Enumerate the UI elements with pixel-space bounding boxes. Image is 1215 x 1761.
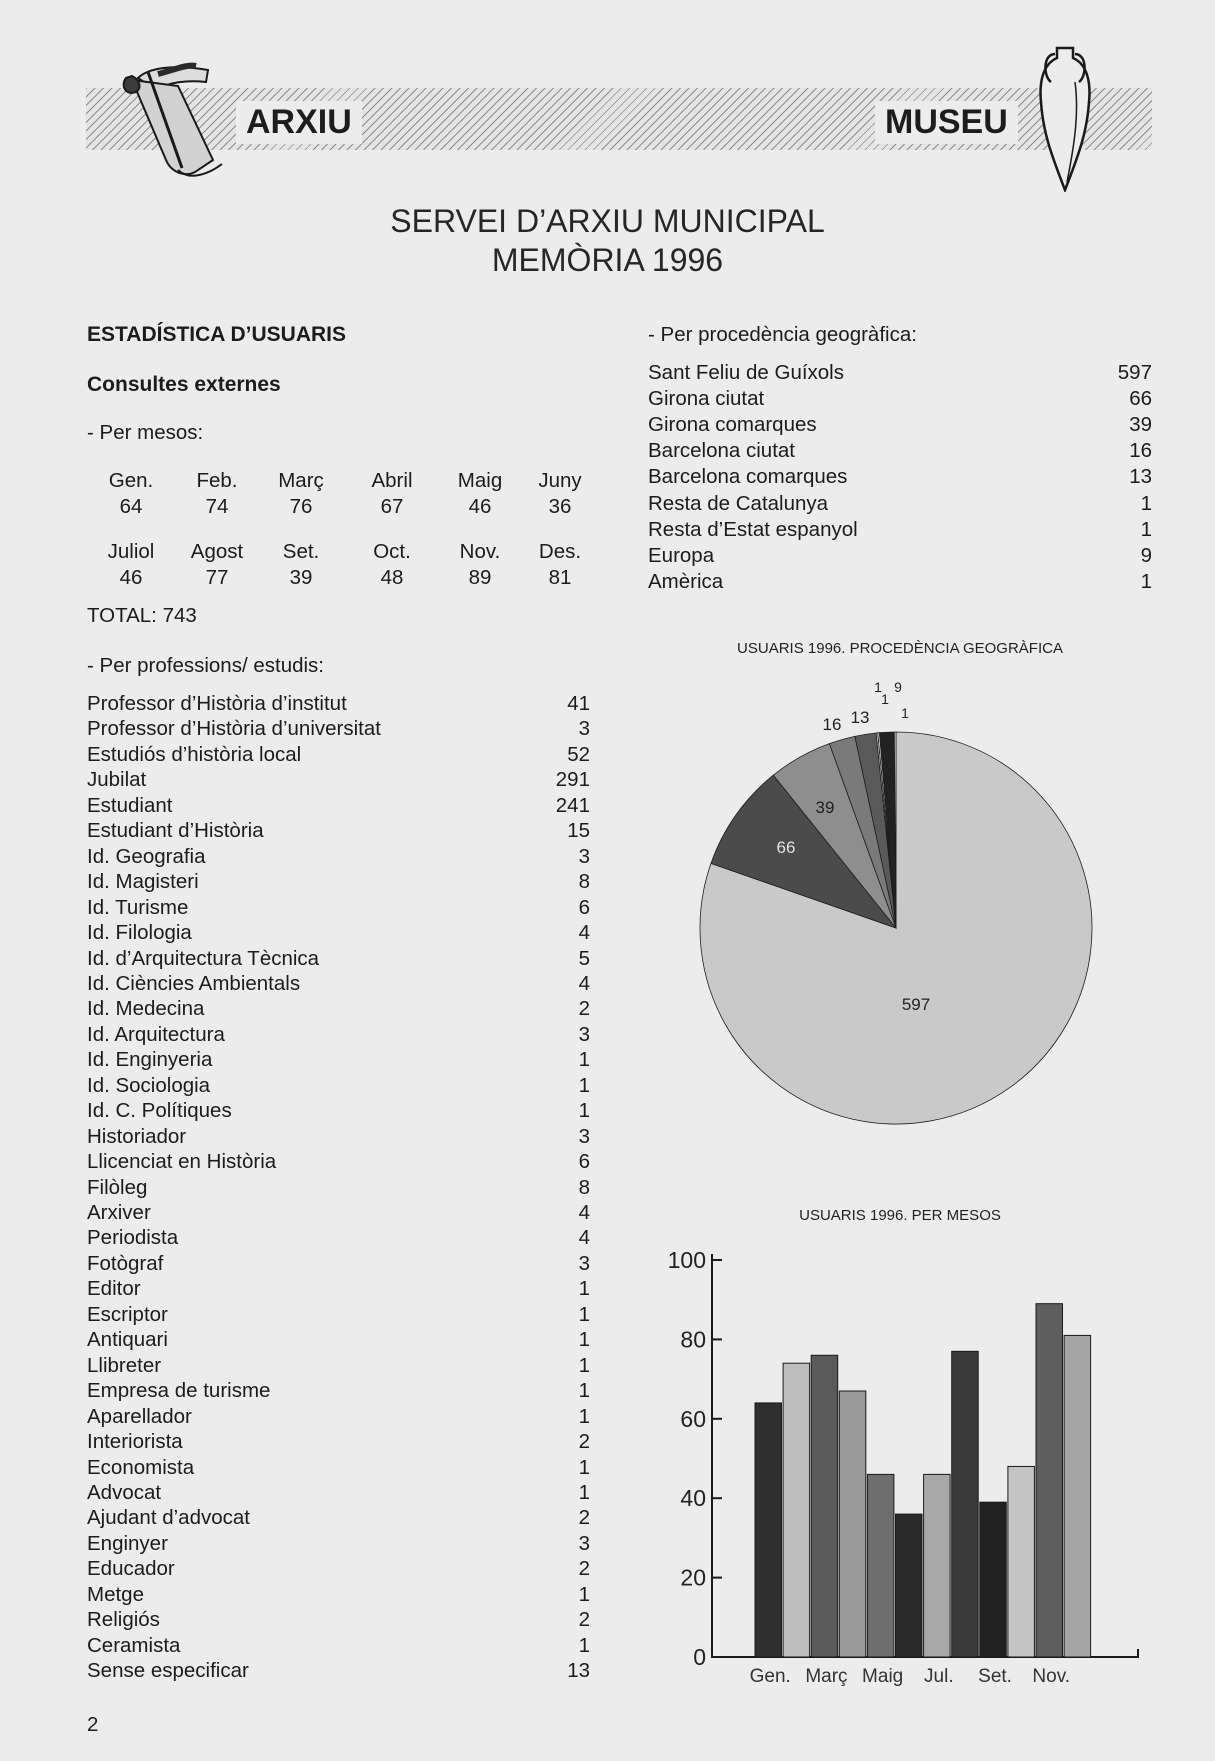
profession-value: 41 (567, 692, 590, 715)
profession-label: Id. Sociologia (87, 1073, 211, 1097)
profession-label: Id. Geografia (87, 844, 206, 868)
bar (1036, 1304, 1063, 1657)
profession-label: Professor d’Història d’universitat (87, 717, 381, 741)
month-name: Juliol (107, 540, 155, 563)
bar-chart-title: USUARIS 1996. PER MESOS (799, 1207, 1001, 1224)
x-tick-label: Maig (862, 1666, 904, 1687)
months-table-row2 (86, 540, 606, 592)
pie-data-label: 66 (776, 838, 796, 857)
month-name: Oct. (373, 540, 411, 563)
geo-label-row: Resta de Catalunya (648, 491, 829, 515)
geo-value: 13 (1129, 465, 1152, 489)
months-table-row1 (86, 469, 606, 521)
profession-label: Antiquari (87, 1328, 168, 1352)
profession-value: 1 (578, 1455, 590, 1479)
scroll-quill-icon (118, 60, 233, 185)
profession-value: 2 (578, 1608, 590, 1632)
profession-value: 1 (578, 1073, 590, 1097)
pie-data-label: 1 (901, 705, 909, 721)
pie-chart (660, 670, 1120, 1140)
profession-value: 2 (578, 997, 590, 1021)
profession-label: Estudiós d’història local (87, 742, 302, 766)
month-value: 39 (289, 566, 313, 589)
profession-label: Llibreter (87, 1353, 162, 1377)
profession-value: 8 (578, 870, 590, 894)
profession-label: Ajudant d’advocat (87, 1506, 250, 1530)
y-tick-label: 20 (680, 1564, 706, 1591)
geo-value: 597 (1117, 361, 1152, 384)
bar-chart (640, 1230, 1160, 1690)
profession-value: 6 (578, 1150, 590, 1174)
profession-label: Historiador (87, 1124, 187, 1148)
profession-label: Id. Ciències Ambientals (87, 971, 301, 995)
geo-label-row: Amèrica (648, 569, 724, 593)
profession-label: Sense especificar (87, 1659, 249, 1683)
page-number: 2 (87, 1713, 99, 1736)
month-value: 67 (380, 495, 404, 518)
bar (980, 1502, 1007, 1657)
profession-value: 1 (578, 1099, 590, 1123)
profession-label: Id. C. Polítiques (87, 1099, 232, 1123)
month-name: Abril (371, 469, 413, 492)
pie-data-label: 1 (874, 679, 882, 695)
profession-value: 1 (578, 1048, 590, 1072)
page-title-line2: MEMÒRIA 1996 (491, 242, 724, 278)
profession-label: Id. Medecina (87, 997, 205, 1021)
profession-value: 1 (578, 1582, 590, 1606)
arxiu-label: ARXIU (236, 101, 362, 144)
profession-value: 3 (578, 1531, 590, 1555)
profession-label: Id. Enginyeria (87, 1048, 213, 1072)
page-title-line1: SERVEI D’ARXIU MUNICIPAL (390, 203, 825, 239)
profession-label: Professor d’Història d’institut (87, 692, 347, 715)
profession-label: Id. Arquitectura (87, 1022, 225, 1046)
profession-label: Metge (87, 1582, 144, 1606)
profession-label: Advocat (87, 1480, 162, 1504)
y-tick-label: 0 (693, 1644, 706, 1670)
month-value: 89 (468, 566, 492, 589)
geo-label-row: Girona comarques (648, 413, 817, 437)
profession-value: 5 (578, 946, 590, 970)
pie-data-label: 1 (881, 691, 889, 707)
x-tick-label: Març (805, 1666, 848, 1687)
profession-value: 15 (567, 819, 590, 843)
profession-value: 4 (578, 1226, 590, 1250)
profession-label: Id. Magisteri (87, 870, 199, 894)
bar (755, 1403, 782, 1657)
bar (783, 1363, 810, 1657)
bar (867, 1474, 894, 1657)
geo-value: 9 (1140, 543, 1152, 567)
bar (924, 1474, 951, 1657)
x-tick-label: Jul. (924, 1666, 954, 1687)
profession-label: Jubilat (87, 768, 147, 792)
profession-value: 1 (578, 1277, 590, 1301)
profession-value: 3 (578, 1124, 590, 1148)
y-tick-label: 60 (680, 1405, 706, 1432)
profession-label: Escriptor (87, 1302, 168, 1326)
pie-data-label: 16 (822, 715, 842, 734)
profession-value: 1 (578, 1328, 590, 1352)
bar (1064, 1335, 1091, 1657)
pie-data-label: 13 (850, 708, 870, 727)
profession-value: 6 (578, 895, 590, 919)
profession-label: Estudiant (87, 793, 173, 817)
month-name: Nov. (459, 540, 501, 563)
geo-label-row: Sant Feliu de Guíxols (648, 361, 844, 384)
profession-value: 3 (578, 1022, 590, 1046)
profession-value: 241 (555, 793, 590, 817)
month-name: Des. (538, 540, 582, 563)
profession-value: 1 (578, 1633, 590, 1657)
x-tick-label: Gen. (749, 1666, 791, 1687)
profession-label: Empresa de turisme (87, 1379, 271, 1403)
profession-value: 4 (578, 1201, 590, 1224)
profession-value: 1 (578, 1404, 590, 1428)
geo-value: 66 (1129, 387, 1152, 411)
y-tick-label: 80 (680, 1326, 706, 1353)
profession-label: Religiós (87, 1608, 160, 1632)
pie-chart-title: USUARIS 1996. PROCEDÈNCIA GEOGRÀFICA (737, 640, 1063, 657)
profession-value: 2 (578, 1430, 590, 1454)
profession-label: Llicenciat en Història (87, 1150, 277, 1174)
geo-label-row: Resta d’Estat espanyol (648, 517, 858, 541)
professions-label: - Per professions/ estudis: (87, 654, 324, 677)
x-tick-label: Nov. (1032, 1666, 1071, 1687)
profession-label: Ceramista (87, 1633, 181, 1657)
section-title: ESTADÍSTICA D’USUARIS (87, 323, 347, 346)
month-value: 81 (548, 566, 572, 589)
profession-label: Editor (87, 1277, 141, 1301)
month-value: 46 (468, 495, 492, 518)
profession-value: 3 (578, 1251, 590, 1275)
x-tick-label: Set. (978, 1666, 1012, 1687)
profession-label: Id. d’Arquitectura Tècnica (87, 946, 320, 970)
months-label: - Per mesos: (87, 421, 204, 444)
profession-value: 291 (555, 768, 590, 792)
month-name: Gen. (108, 469, 154, 492)
profession-value: 1 (578, 1302, 590, 1326)
geo-value: 16 (1129, 439, 1152, 463)
month-name: Març (278, 469, 324, 492)
profession-value: 13 (567, 1659, 590, 1683)
bar (811, 1355, 838, 1657)
museu-label: MUSEU (875, 101, 1018, 144)
profession-value: 4 (578, 971, 590, 995)
profession-label: Id. Turisme (87, 895, 189, 919)
profession-label: Aparellador (87, 1404, 192, 1428)
profession-value: 2 (578, 1506, 590, 1530)
profession-label: Economista (87, 1455, 195, 1479)
profession-value: 1 (578, 1353, 590, 1377)
month-value: 64 (119, 495, 143, 518)
month-value: 76 (289, 495, 313, 518)
subsection-title: Consultes externes (87, 373, 281, 396)
profession-value: 2 (578, 1557, 590, 1581)
geo-value: 1 (1140, 491, 1152, 515)
profession-value: 3 (578, 844, 590, 868)
month-value: 48 (380, 566, 404, 589)
bar (839, 1391, 866, 1657)
profession-label: Arxiver (87, 1201, 151, 1224)
geo-label-row: Barcelona ciutat (648, 439, 796, 463)
geo-label-row: Girona ciutat (648, 387, 765, 411)
profession-label: Enginyer (87, 1531, 168, 1555)
profession-value: 8 (578, 1175, 590, 1199)
profession-value: 52 (567, 742, 590, 766)
profession-value: 1 (578, 1480, 590, 1504)
profession-label: Estudiant d’Història (87, 819, 264, 843)
geo-label-row: Barcelona comarques (648, 465, 848, 489)
profession-value: 1 (578, 1379, 590, 1403)
month-name: Maig (457, 469, 503, 492)
amphora-icon (1035, 42, 1095, 192)
month-name: Set. (282, 540, 320, 563)
y-tick-label: 40 (680, 1485, 706, 1512)
bar (896, 1514, 923, 1657)
geo-label-row: Europa (648, 543, 715, 567)
month-value: 36 (548, 495, 572, 518)
month-name: Feb. (196, 469, 238, 492)
month-value: 74 (205, 495, 229, 518)
month-name: Juny (538, 469, 582, 492)
month-value: 46 (119, 566, 143, 589)
profession-value: 3 (578, 717, 590, 741)
geo-value: 39 (1129, 413, 1152, 437)
y-tick-label: 100 (667, 1247, 706, 1273)
geo-value: 1 (1140, 517, 1152, 541)
profession-label: Educador (87, 1557, 175, 1581)
profession-label: Interiorista (87, 1430, 183, 1454)
geo-label: - Per procedència geogràfica: (648, 323, 917, 346)
profession-label: Id. Filologia (87, 921, 192, 945)
month-value: 77 (205, 566, 229, 589)
month-name: Agost (190, 540, 244, 563)
profession-label: Fotògraf (87, 1251, 164, 1275)
bar (952, 1351, 979, 1657)
months-total: TOTAL: 743 (87, 604, 197, 627)
geo-value: 1 (1140, 569, 1152, 593)
profession-label: Periodista (87, 1226, 179, 1250)
profession-label: Filòleg (87, 1175, 148, 1199)
pie-data-label: 9 (894, 679, 902, 695)
profession-value: 4 (578, 921, 590, 945)
pie-data-label: 597 (901, 995, 931, 1014)
bar (1008, 1466, 1035, 1657)
pie-data-label: 39 (815, 798, 835, 817)
